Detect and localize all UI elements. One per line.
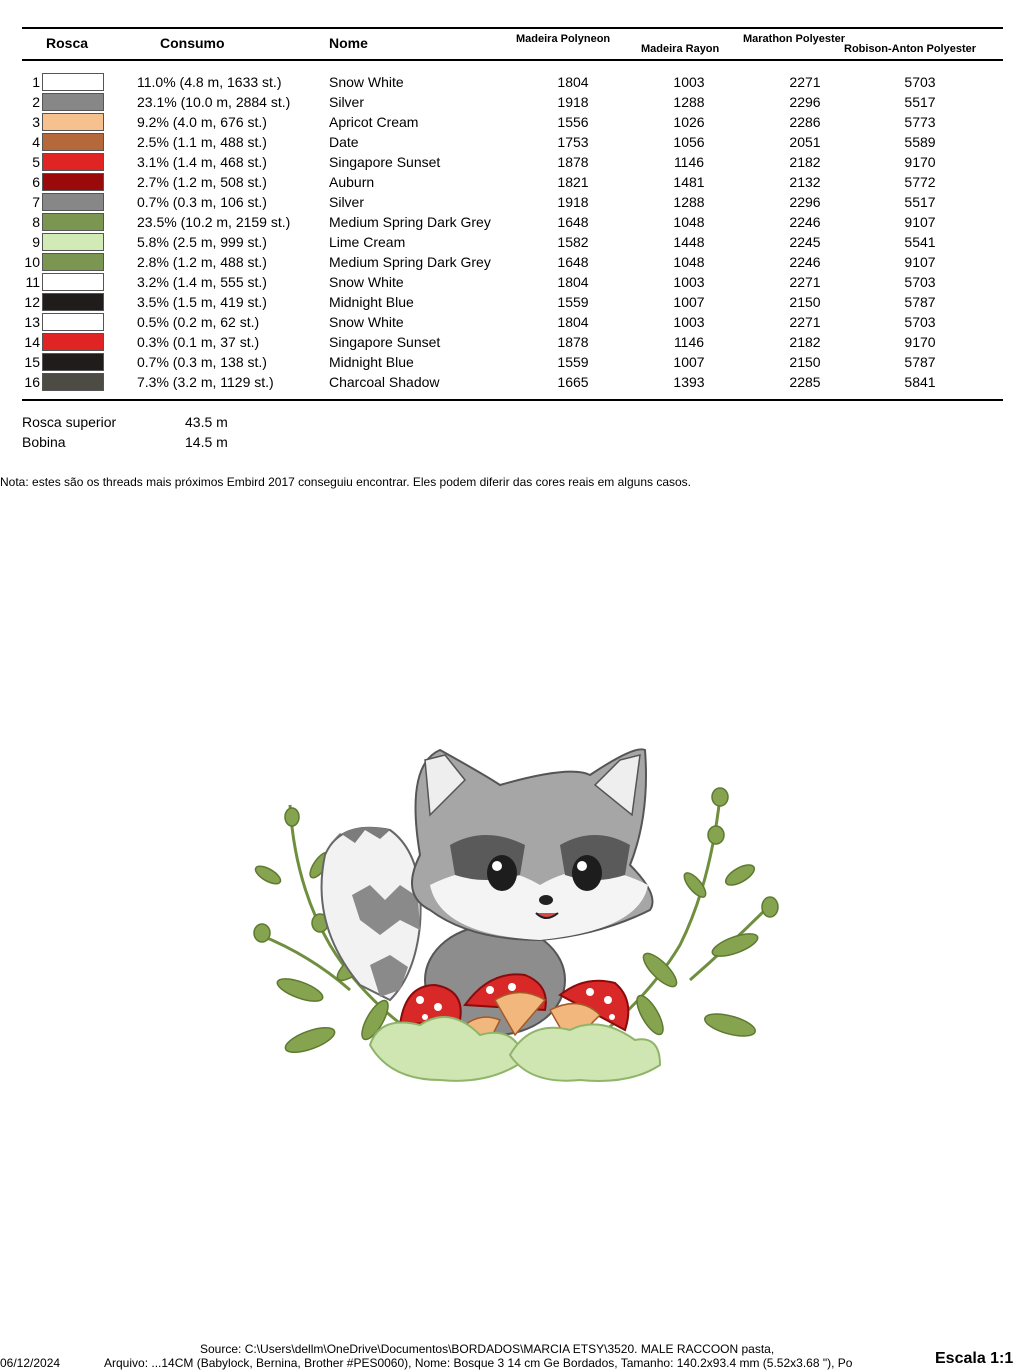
thread-number: 5 [32, 154, 40, 170]
thread-number: 9 [32, 234, 40, 250]
madeira-rayon-cell: 1481 [673, 174, 705, 190]
marathon-polyester-cell: 2150 [789, 294, 821, 310]
thread-name-cell: Apricot Cream [329, 114, 419, 130]
thread-number: 2 [32, 94, 40, 110]
robison-anton-cell: 9107 [904, 254, 936, 270]
madeira-rayon-cell: 1007 [673, 294, 705, 310]
robison-anton-cell: 5772 [904, 174, 936, 190]
thread-number: 1 [32, 74, 40, 90]
color-swatch [42, 273, 104, 291]
madeira-polyneon-cell: 1878 [557, 154, 589, 170]
thread-name-cell: Silver [329, 94, 365, 110]
madeira-rayon-cell: 1003 [673, 314, 705, 330]
robison-anton-cell: 5703 [904, 274, 936, 290]
robison-anton-cell: 9170 [904, 154, 936, 170]
madeira-polyneon-cell: 1821 [557, 174, 589, 190]
table-bottom-rule [22, 399, 1003, 401]
consumo-cell: 0.5% (0.2 m, 62 st.) [137, 314, 260, 330]
thread-name-cell: Charcoal Shadow [329, 374, 440, 390]
robison-anton-cell: 9107 [904, 214, 936, 230]
thread-name-cell: Snow White [329, 74, 404, 90]
consumo-cell: 7.3% (3.2 m, 1129 st.) [137, 374, 274, 390]
color-swatch [42, 193, 104, 211]
bobina-label: Bobina [22, 434, 66, 450]
consumo-cell: 0.7% (0.3 m, 106 st.) [137, 194, 267, 210]
thread-name-cell: Singapore Sunset [329, 334, 441, 350]
robison-anton-cell: 5703 [904, 314, 936, 330]
thread-number: 11 [25, 274, 40, 290]
thread-name-cell: Medium Spring Dark Grey [329, 254, 491, 270]
robison-anton-cell: 5703 [904, 74, 936, 90]
color-swatch [42, 113, 104, 131]
marathon-polyester-cell: 2296 [789, 194, 821, 210]
consumo-cell: 3.5% (1.5 m, 419 st.) [137, 294, 267, 310]
table-row [0, 352, 1024, 372]
consumo-cell: 0.3% (0.1 m, 37 st.) [137, 334, 260, 350]
marathon-polyester-cell: 2285 [789, 374, 821, 390]
thread-name-cell: Silver [329, 194, 365, 210]
robison-anton-cell: 5841 [904, 374, 936, 390]
robison-anton-cell: 5773 [904, 114, 936, 130]
rosca-superior-value: 43.5 m [185, 414, 228, 430]
marathon-polyester-cell: 2132 [789, 174, 821, 190]
table-header-rule [22, 59, 1003, 61]
thread-number: 10 [24, 254, 40, 270]
madeira-polyneon-cell: 1582 [557, 234, 589, 250]
color-swatch [42, 333, 104, 351]
madeira-polyneon-cell: 1918 [557, 94, 589, 110]
madeira-polyneon-cell: 1559 [557, 354, 589, 370]
table-row [0, 372, 1024, 392]
color-swatch [42, 93, 104, 111]
marathon-polyester-cell: 2150 [789, 354, 821, 370]
raccoon-embroidery-design [240, 735, 780, 1100]
thread-number: 14 [24, 334, 40, 350]
marathon-polyester-cell: 2051 [789, 134, 821, 150]
madeira-polyneon-cell: 1804 [557, 74, 589, 90]
thread-number: 8 [32, 214, 40, 230]
robison-anton-cell: 5589 [904, 134, 936, 150]
madeira-polyneon-cell: 1559 [557, 294, 589, 310]
color-swatch [42, 253, 104, 271]
table-top-rule [22, 27, 1003, 29]
color-swatch [42, 313, 104, 331]
header-consumo: Consumo [160, 35, 225, 51]
thread-note: Nota: estes são os threads mais próximos Embird 2017 conseguiu encontrar. Eles podem diferir das cores reais em alguns casos. [0, 475, 692, 489]
consumo-cell: 2.8% (1.2 m, 488 st.) [137, 254, 267, 270]
madeira-polyneon-cell: 1648 [557, 214, 589, 230]
consumo-cell: 2.7% (1.2 m, 508 st.) [137, 174, 267, 190]
thread-name-cell: Singapore Sunset [329, 154, 441, 170]
robison-anton-cell: 5517 [904, 94, 936, 110]
rosca-superior-label: Rosca superior [22, 414, 117, 430]
marathon-polyester-cell: 2246 [789, 254, 821, 270]
marathon-polyester-cell: 2286 [789, 114, 821, 130]
color-swatch [42, 233, 104, 251]
table-row [0, 312, 1024, 332]
thread-number: 16 [24, 374, 40, 390]
robison-anton-cell: 9170 [904, 334, 936, 350]
marathon-polyester-cell: 2271 [789, 274, 821, 290]
header-rosca: Rosca [46, 35, 89, 51]
thread-number: 7 [32, 194, 40, 210]
thread-number: 12 [24, 294, 40, 310]
madeira-rayon-cell: 1003 [673, 274, 705, 290]
table-row [0, 212, 1024, 232]
madeira-polyneon-cell: 1753 [557, 134, 589, 150]
thread-number: 3 [32, 114, 40, 130]
marathon-polyester-cell: 2182 [789, 334, 821, 350]
header-nome: Nome [329, 35, 368, 51]
table-row [0, 172, 1024, 192]
madeira-rayon-cell: 1048 [673, 254, 705, 270]
madeira-rayon-cell: 1146 [673, 334, 705, 350]
footer-source: Source: C:\Users\dellm\OneDrive\Documentos\BORDADOS\MARCIA ETSY\3520. MALE RACCOON pasta, [200, 1342, 775, 1356]
bobina-value: 14.5 m [185, 434, 228, 450]
thread-name-cell: Midnight Blue [329, 294, 414, 310]
consumo-cell: 0.7% (0.3 m, 138 st.) [137, 354, 267, 370]
marathon-polyester-cell: 2246 [789, 214, 821, 230]
raccoon-tail [322, 827, 421, 1000]
header-marathon-polyester: Marathon Polyester [743, 33, 846, 45]
raccoon-head [412, 749, 653, 940]
table-row [0, 292, 1024, 312]
footer-scale: Escala 1:1 [935, 1350, 1014, 1367]
madeira-rayon-cell: 1288 [673, 94, 705, 110]
thread-number: 6 [32, 174, 40, 190]
madeira-rayon-cell: 1026 [673, 114, 705, 130]
consumo-cell: 23.5% (10.2 m, 2159 st.) [137, 214, 291, 230]
marathon-polyester-cell: 2271 [789, 314, 821, 330]
thread-name-cell: Date [329, 134, 359, 150]
madeira-rayon-cell: 1146 [673, 154, 705, 170]
consumo-cell: 9.2% (4.0 m, 676 st.) [137, 114, 267, 130]
thread-name-cell: Medium Spring Dark Grey [329, 214, 491, 230]
table-row [0, 72, 1024, 92]
consumo-cell: 5.8% (2.5 m, 999 st.) [137, 234, 267, 250]
table-row [0, 192, 1024, 212]
color-swatch [42, 293, 104, 311]
madeira-polyneon-cell: 1804 [557, 274, 589, 290]
consumo-cell: 3.2% (1.4 m, 555 st.) [137, 274, 267, 290]
table-row [0, 92, 1024, 112]
thread-number: 13 [24, 314, 40, 330]
robison-anton-cell: 5541 [904, 234, 936, 250]
madeira-rayon-cell: 1003 [673, 74, 705, 90]
madeira-polyneon-cell: 1648 [557, 254, 589, 270]
marathon-polyester-cell: 2296 [789, 94, 821, 110]
robison-anton-cell: 5787 [904, 354, 936, 370]
robison-anton-cell: 5517 [904, 194, 936, 210]
thread-name-cell: Lime Cream [329, 234, 406, 250]
color-swatch [42, 153, 104, 171]
madeira-polyneon-cell: 1878 [557, 334, 589, 350]
header-robison-anton-polyester: Robison-Anton Polyester [844, 43, 977, 55]
color-swatch [42, 73, 104, 91]
color-swatch [42, 133, 104, 151]
madeira-rayon-cell: 1448 [673, 234, 705, 250]
madeira-rayon-cell: 1007 [673, 354, 705, 370]
table-row [0, 152, 1024, 172]
thread-name-cell: Midnight Blue [329, 354, 414, 370]
table-row [0, 332, 1024, 352]
robison-anton-cell: 5787 [904, 294, 936, 310]
consumo-cell: 3.1% (1.4 m, 468 st.) [137, 154, 267, 170]
madeira-polyneon-cell: 1918 [557, 194, 589, 210]
consumo-cell: 11.0% (4.8 m, 1633 st.) [137, 74, 282, 90]
table-row [0, 272, 1024, 292]
header-madeira-rayon: Madeira Rayon [641, 43, 720, 55]
header-madeira-polyneon: Madeira Polyneon [516, 33, 611, 45]
madeira-rayon-cell: 1048 [673, 214, 705, 230]
madeira-polyneon-cell: 1804 [557, 314, 589, 330]
madeira-rayon-cell: 1056 [673, 134, 705, 150]
thread-number: 4 [32, 134, 40, 150]
madeira-polyneon-cell: 1665 [557, 374, 589, 390]
footer-date: 06/12/2024 [0, 1356, 61, 1370]
color-swatch [42, 213, 104, 231]
table-row [0, 132, 1024, 152]
madeira-rayon-cell: 1288 [673, 194, 705, 210]
marathon-polyester-cell: 2271 [789, 74, 821, 90]
marathon-polyester-cell: 2182 [789, 154, 821, 170]
marathon-polyester-cell: 2245 [789, 234, 821, 250]
madeira-rayon-cell: 1393 [673, 374, 705, 390]
color-swatch [42, 373, 104, 391]
table-row [0, 252, 1024, 272]
color-swatch [42, 353, 104, 371]
table-row [0, 112, 1024, 132]
consumo-cell: 23.1% (10.0 m, 2884 st.) [137, 94, 291, 110]
footer-arquivo: Arquivo: ...14CM (Babylock, Bernina, Brother #PES0060), Nome: Bosque 3 14 cm Ge Bordados, Tamanho: 140.2x93.4 mm (5.52x3.68 "), Po [104, 1356, 853, 1370]
madeira-polyneon-cell: 1556 [557, 114, 589, 130]
consumo-cell: 2.5% (1.1 m, 488 st.) [137, 134, 267, 150]
thread-name-cell: Snow White [329, 274, 404, 290]
thread-name-cell: Snow White [329, 314, 404, 330]
color-swatch [42, 173, 104, 191]
table-row [0, 232, 1024, 252]
thread-number: 15 [24, 354, 40, 370]
thread-name-cell: Auburn [329, 174, 375, 190]
